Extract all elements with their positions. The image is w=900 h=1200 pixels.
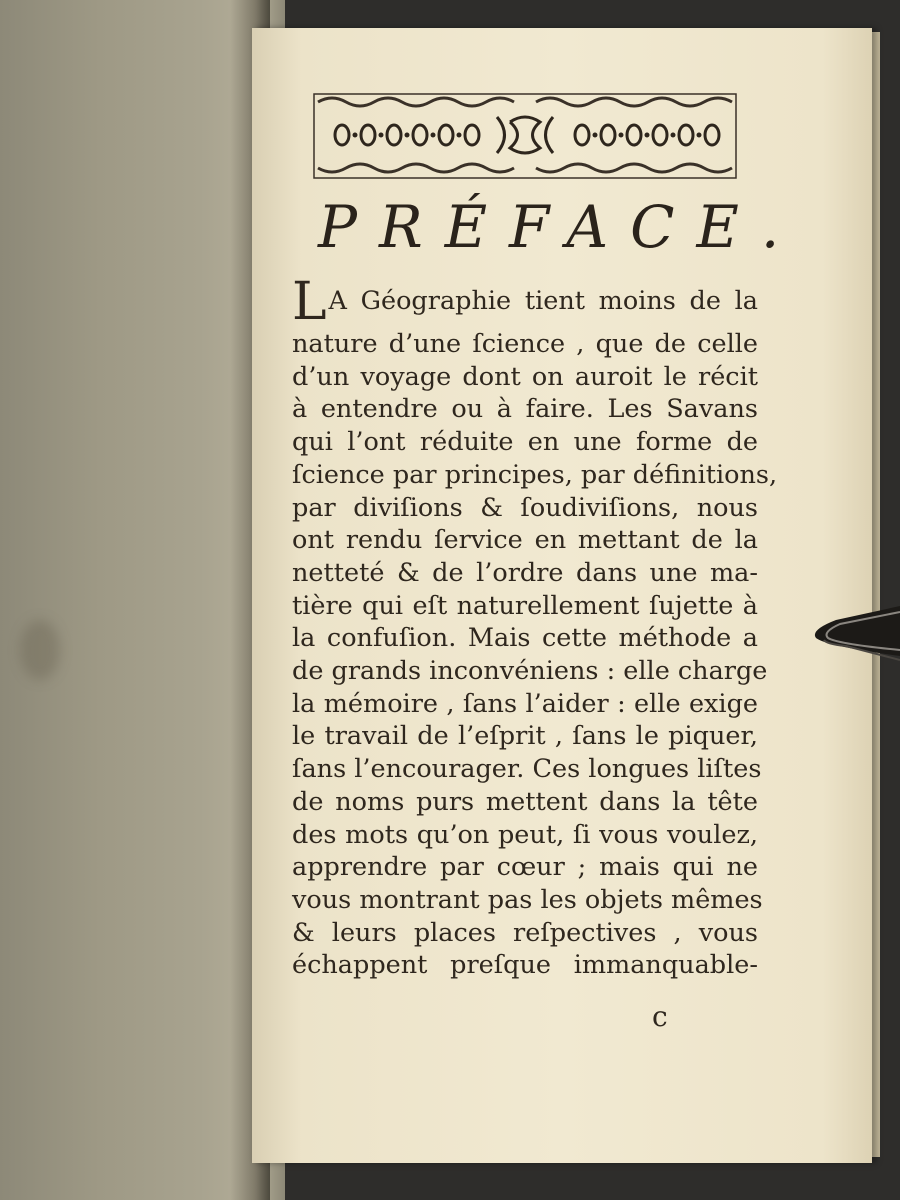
text-line: tière qui eſt naturellement ſujette à xyxy=(292,590,758,621)
text-line: à entendre ou à faire. Les Savans xyxy=(292,394,758,425)
signature-mark: c xyxy=(652,1000,668,1033)
ornament-headpiece-icon xyxy=(312,92,738,180)
text-line: des mots qu’on peut, ſi vous voulez, xyxy=(292,819,758,850)
page-title: PRÉFACE. xyxy=(318,193,802,261)
text-line: vous montrant pas les objets mêmes xyxy=(292,884,763,915)
text-line: d’un voyage dont on auroit le récit xyxy=(292,361,758,392)
first-line-text: A Géographie tient moins de la xyxy=(328,286,758,316)
text-line: apprendre par cœur ; mais qui ne xyxy=(292,852,758,883)
text-line: la confuſion. Mais cette méthode a xyxy=(292,623,758,654)
body-text xyxy=(292,272,778,982)
text-line: & leurs places reſpectives , vous xyxy=(292,917,758,948)
text-line: ſans l’encourager. Ces longues liſtes xyxy=(292,754,762,785)
text-line: ont rendu ſervice en mettant de la xyxy=(292,525,758,556)
text-line: de grands inconvéniens : elle charge xyxy=(292,656,768,687)
text-line: nature d’une ſcience , que de celle xyxy=(292,329,758,359)
text-line: la mémoire , ſans l’aider : elle exige xyxy=(292,688,758,719)
text-line: netteté & de l’ordre dans une ma- xyxy=(292,557,758,588)
drop-cap: L xyxy=(292,272,327,332)
text-line: qui l’ont réduite en une forme de xyxy=(292,427,758,458)
text-line: échappent preſque immanquable- xyxy=(292,950,758,981)
text-line: le travail de l’eſprit , ſans le piquer, xyxy=(292,721,758,752)
text-line-1 xyxy=(292,272,758,332)
text-line: ſcience par principes, par définitions, xyxy=(292,459,778,490)
text-line: de noms purs mettent dans la tête xyxy=(292,786,758,817)
text-line: par diviſions & ſoudiviſions, nous xyxy=(292,492,758,523)
page-clip-icon xyxy=(806,600,900,670)
